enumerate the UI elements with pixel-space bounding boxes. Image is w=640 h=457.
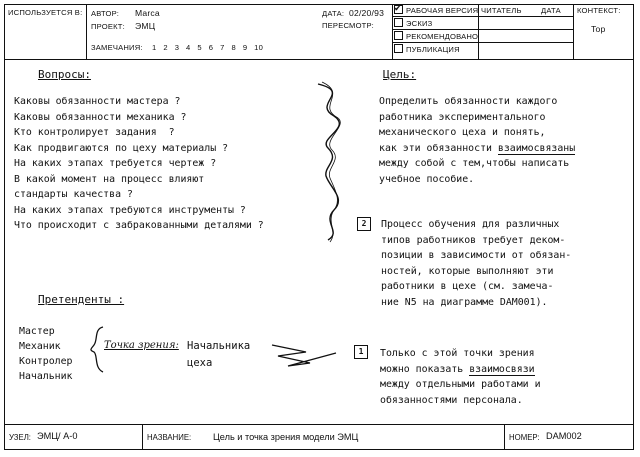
status-option-draft: ЭСКИЗ bbox=[406, 19, 433, 28]
goal-line: работника экспериментального bbox=[379, 111, 546, 123]
project-value: ЭМЦ bbox=[135, 21, 156, 31]
viewpoint-value: Начальника bbox=[187, 340, 251, 352]
question-item: Кто контролирует задания ? bbox=[14, 127, 175, 138]
check-mark-icon: ✔ bbox=[394, 3, 402, 13]
note-number-box: 1 bbox=[354, 345, 368, 359]
reader-date-label: ДАТА bbox=[541, 6, 561, 15]
candidate-role: Мастер bbox=[19, 326, 55, 337]
candidates-title: Претенденты : bbox=[38, 293, 125, 306]
question-item: Что происходит с забракованными деталями ? bbox=[14, 220, 264, 231]
note1-line: Только с этой точки зрения bbox=[380, 348, 535, 359]
goal-line: между собой с тем,чтобы написать bbox=[379, 158, 570, 169]
note1-line: между отдельными работами и bbox=[380, 379, 541, 390]
question-item: стандарты качества ? bbox=[14, 189, 133, 200]
note2-line: типов работников требует деком- bbox=[381, 234, 566, 246]
viewpoint-zigzag bbox=[272, 345, 336, 366]
date-label: ДАТА: bbox=[322, 9, 345, 18]
note1-line: можно показать bbox=[380, 363, 470, 375]
footer-divider bbox=[504, 424, 505, 450]
note2-line: позиции в зависимости от обязан- bbox=[381, 250, 572, 261]
goal-line: как эти обязанности bbox=[379, 142, 498, 154]
goal-line: учебное пособие. bbox=[379, 173, 475, 185]
project-label: ПРОЕКТ: bbox=[91, 22, 125, 31]
note2-line: работники в цехе (см. замеча- bbox=[381, 281, 554, 292]
number-label: НОМЕР: bbox=[509, 433, 540, 442]
date-value: 02/20/93 bbox=[349, 8, 385, 18]
note2-line: ние N5 на диаграмме DAM001). bbox=[381, 296, 548, 308]
questions-title: Вопросы: bbox=[38, 68, 91, 81]
node-value: ЭМЦ/ А-0 bbox=[37, 431, 78, 441]
candidates-brace bbox=[91, 327, 103, 372]
goal-emphasis: взаимосвязаны bbox=[497, 142, 576, 154]
note1-line: обязанностями персонала. bbox=[380, 394, 523, 406]
status-option-publication: ПУБЛИКАЦИЯ bbox=[406, 45, 460, 54]
status-option-recommended: РЕКОМЕНДОВАНО bbox=[406, 32, 479, 41]
question-item: Как продвигаются по цеху материалы ? bbox=[14, 142, 229, 154]
note1-emphasis: взаимосвязи bbox=[469, 363, 535, 375]
question-item: Каковы обязанности мастера ? bbox=[14, 96, 181, 107]
author-value: Marca bbox=[135, 8, 160, 18]
goal-line: механического цеха и понять, bbox=[379, 127, 546, 138]
footer-top-rule bbox=[4, 424, 634, 425]
name-label: НАЗВАНИЕ: bbox=[147, 433, 192, 442]
question-item: Каковы обязанности механика ? bbox=[14, 111, 187, 123]
author-label: АВТОР: bbox=[91, 9, 120, 18]
question-item: На каких этапах требуются инструменты ? bbox=[14, 204, 246, 216]
used-in-label: ИСПОЛЬЗУЕТСЯ В: bbox=[8, 8, 83, 17]
candidate-role: Механик bbox=[19, 341, 61, 352]
candidate-role: Контролер bbox=[19, 356, 73, 367]
context-value: Top bbox=[591, 24, 606, 34]
node-label: УЗЕЛ: bbox=[9, 433, 31, 442]
note2-line: Процесс обучения для различных bbox=[381, 219, 560, 230]
questions-brace bbox=[318, 84, 339, 240]
status-option-working: РАБОЧАЯ ВЕРСИЯ bbox=[406, 6, 479, 15]
revision-label: ПЕРЕСМОТР: bbox=[322, 21, 374, 30]
footer-divider bbox=[142, 424, 143, 450]
context-label: КОНТЕКСТ: bbox=[577, 6, 621, 15]
note-number-box: 2 bbox=[357, 217, 371, 231]
candidate-role: Начальник bbox=[19, 371, 73, 382]
viewpoint-value: цеха bbox=[187, 357, 213, 369]
goal-line: Определить обязанности каждого bbox=[379, 96, 558, 107]
goal-title: Цель: bbox=[383, 68, 417, 81]
notes-label: ЗАМЕЧАНИЯ: bbox=[91, 43, 143, 52]
diagram-name: Цель и точка зрения модели ЭМЦ bbox=[213, 432, 359, 442]
diagram-number: DAM002 bbox=[546, 431, 582, 441]
note2-line: ностей, которые выполняют эти bbox=[381, 265, 554, 277]
question-item: На каких этапах требуется чертеж ? bbox=[14, 158, 217, 169]
notes-numbers: 1 2 3 4 5 6 7 8 9 10 bbox=[152, 43, 264, 52]
reader-label: ЧИТАТЕЛЬ bbox=[481, 6, 522, 15]
question-item: В какой момент на процесс влияют bbox=[14, 173, 205, 185]
viewpoint-label: Точка зрения: bbox=[104, 340, 179, 351]
